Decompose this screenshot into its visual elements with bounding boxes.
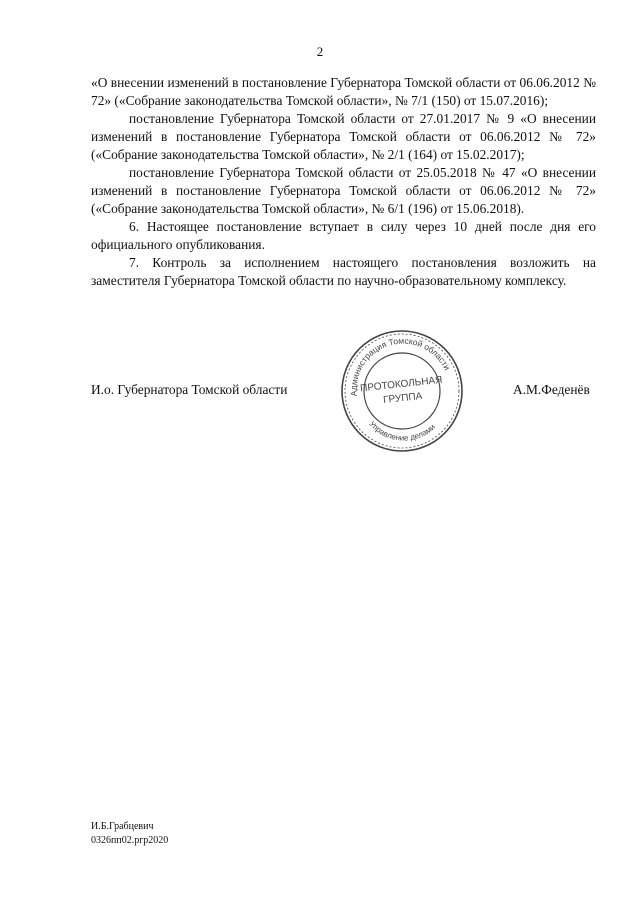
paragraph: постановление Губернатора Томской области от 25.05.2018 № 47 «О внесении изменений в постановление Губернатора Томской области от 06.06.2012 № 72» («Собрание законодательства Томской области», № 6/1 (196) от 15.06.2018). [91, 165, 596, 216]
stamp-center-line1: ПРОТОКОЛЬНАЯ [359, 374, 443, 395]
footer-author: И.Б.Грабцевич [91, 821, 154, 832]
signature-position: И.о. Губернатора Томской области [91, 382, 288, 397]
document-footer [91, 820, 168, 848]
paragraph-item-6: 6. Настоящее постановление вступает в силу через 10 дней после дня его официального опубликования. [91, 219, 596, 252]
paragraph: постановление Губернатора Томской области от 27.01.2017 № 9 «О внесении изменений в постановление Губернатора Томской области от 06.06.2012 № 72» («Собрание законодательства Томской области», № 2/1 (164) от 15.02.2017); [91, 111, 596, 162]
paragraph: «О внесении изменений в постановление Губернатора Томской области от 06.06.2012 № 72» («Собрание законодательства Томской области», № 7/1 (150) от 15.07.2016); [91, 75, 596, 108]
stamp-outer-text: Администрация Томской области [348, 335, 453, 397]
signature-name: А.М.Феденёв [513, 382, 590, 397]
stamp-center-line2: ГРУППА [382, 390, 423, 406]
stamp-bottom-text: Управление делами [367, 419, 437, 443]
official-stamp [337, 326, 467, 456]
paragraph-item-7: 7. Контроль за исполнением настоящего постановления возложить на заместителя Губернатора Томской области по научно-образовательному комплексу. [91, 255, 596, 288]
page-number: 2 [316, 44, 324, 59]
footer-file: 0326пп02.ргр2020 [91, 835, 169, 846]
svg-text:Управление делами [367, 419, 436, 442]
document-body [91, 74, 596, 290]
